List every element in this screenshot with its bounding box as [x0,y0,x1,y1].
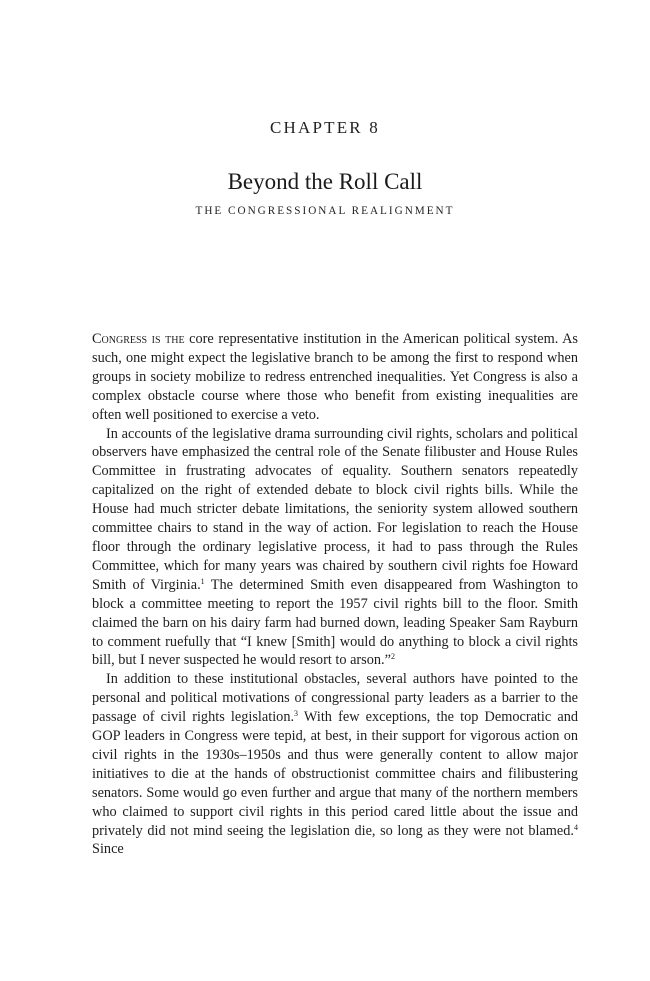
footnote-marker[interactable]: 2 [390,652,395,662]
body-paragraph [92,670,578,859]
footnote-marker[interactable]: 3 [294,709,299,719]
body-paragraph [92,330,578,425]
chapter-body [92,330,578,859]
footnote-marker[interactable]: 4 [574,822,578,832]
text-run: core representative institution in the American political system. As such, one might expect the legislative branch to be among the first to respond when groups in society mobilize to redress entrenched inequalities. Yet Congress is also a complex obstacle course where those who benefit from existing inequalities are often well positioned to exercise a veto. [92,331,578,423]
body-paragraph [92,425,578,671]
chapter-subtitle: THE CONGRESSIONAL REALIGNMENT [195,205,455,217]
chapter-label: CHAPTER 8 [269,118,380,137]
text-run: Since [92,841,124,858]
text-run: In addition to these institutional obstacles, several authors have pointed to the personal and political motivations of congressional party leaders as a barrier to the passage of civil rights legislation. [92,671,578,726]
paragraph-lead-in: Congress is the [92,331,185,347]
footnote-marker[interactable]: 1 [200,576,205,586]
text-run: The determined Smith even disappeared from Washington to block a committee meeting to report the 1957 civil rights bill to the floor. Smith claimed the barn on his dairy farm had burned down, leading Speaker Sam Rayburn to comment ruefully that “I knew [Smith] would do anything to block a civil rights bill, but I never suspected he would resort to arson.” [92,576,578,669]
text-run: In accounts of the legislative drama surrounding civil rights, scholars and political observers have emphasized the central role of the Senate filibuster and House Rules Committee in frustrating advocates of equality. Southern senators repeatedly capitalized on the right of extended debate to block civil rights bills. While the House had much stricter debate limitations, the seniority system allowed southern committee chairs to stand in the way of action. For legislation to reach the House floor through the ordinary legislative process, it had to pass through the Rules Committee, which for many years was chaired by southern civil rights foe Howard Smith of Virginia. [92,425,578,593]
chapter-title: Beyond the Roll Call [227,169,423,194]
text-run: With few exceptions, the top Democratic and GOP leaders in Congress were tepid, at best, in their support for vigorous action on civil rights in the 1930s–1950s and thus were generally content to allow major initiatives to die at the hands of obstructionist committee chairs and filibustering senators. Some would go even further and argue that many of the northern members who claimed to support civil rights in this period cared little about the issue and privately did not mind seeing the legislation die, so long as they were not blamed. [92,709,578,839]
